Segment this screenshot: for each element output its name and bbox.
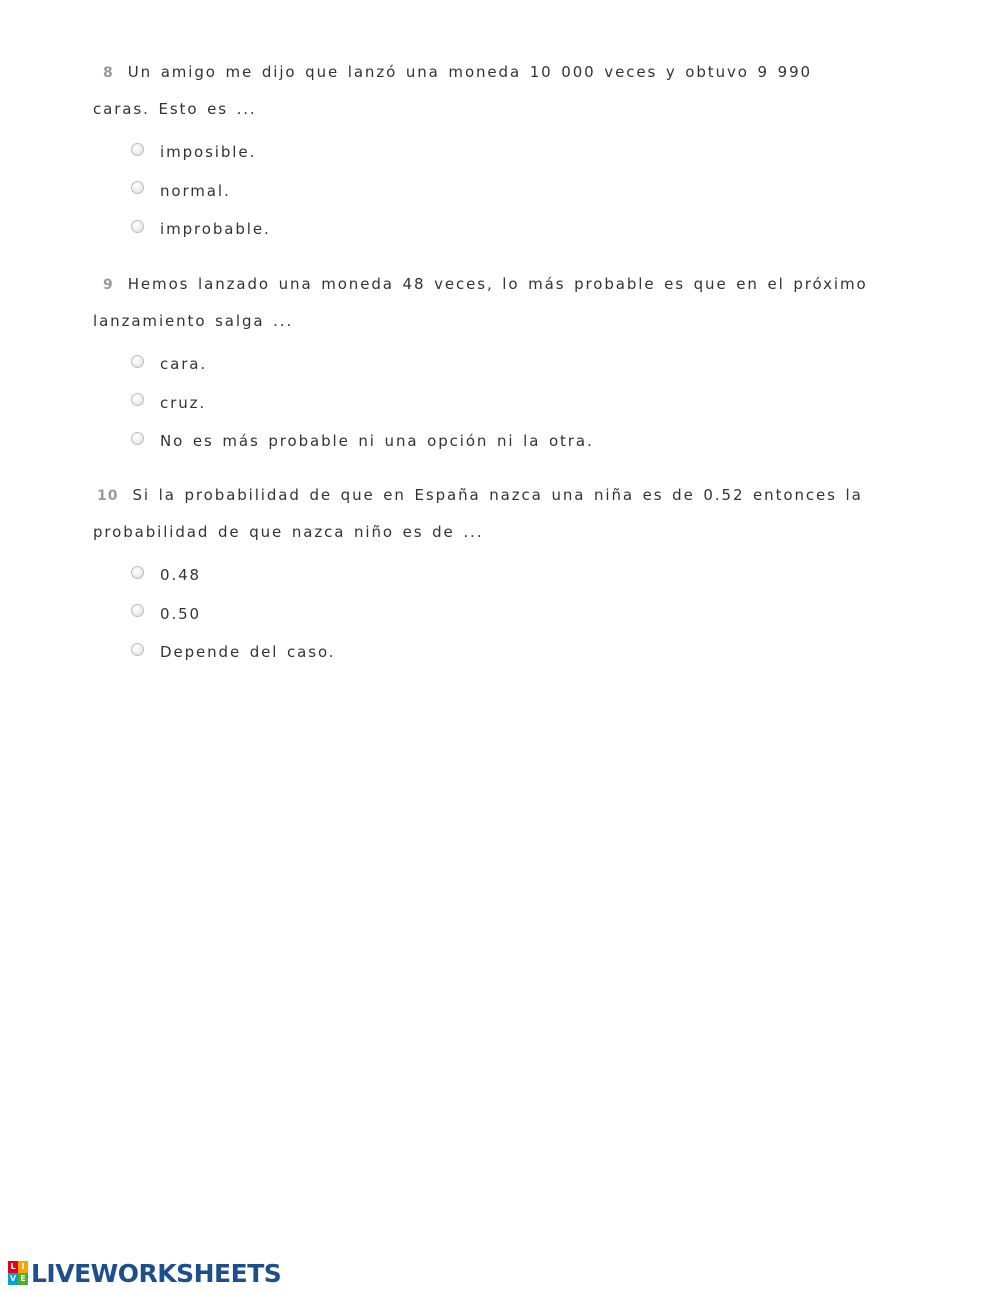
answer-option-label: 0.48: [160, 566, 201, 585]
radio-button-icon[interactable]: [131, 143, 144, 156]
logo-text: LIVEWORKSHEETS: [31, 1258, 282, 1288]
radio-button-icon[interactable]: [131, 643, 144, 656]
liveworksheets-badge-icon: [8, 1261, 28, 1285]
answer-option-label: Depende del caso.: [160, 643, 336, 662]
radio-button-icon[interactable]: [131, 355, 144, 368]
badge-letter: L: [8, 1261, 18, 1273]
answer-option[interactable]: [93, 345, 873, 384]
answer-option[interactable]: [93, 422, 873, 461]
answer-options: [93, 133, 873, 249]
radio-button-icon[interactable]: [131, 432, 144, 445]
question-prompt: Un amigo me dijo que lanzó una moneda 10 000 veces y obtuvo 9 990 caras. Esto es ...: [93, 63, 812, 118]
badge-letter: E: [18, 1273, 28, 1285]
answer-option-label: cruz.: [160, 393, 207, 412]
answer-option[interactable]: [93, 133, 873, 172]
answer-option[interactable]: [93, 633, 873, 672]
question-text: [93, 266, 873, 339]
radio-button-icon[interactable]: [131, 566, 144, 579]
answer-options: [93, 556, 873, 672]
badge-letter: V: [9, 1274, 17, 1283]
question-text: [93, 54, 873, 127]
radio-button-icon[interactable]: [131, 393, 144, 406]
answer-options: [93, 345, 873, 461]
answer-option[interactable]: [93, 384, 873, 423]
radio-button-icon[interactable]: [131, 220, 144, 233]
question-prompt: Si la probabilidad de que en España nazca una niña es de 0.52 entonces la probabilidad de que nazca niño es de ...: [93, 486, 863, 541]
answer-option-label: cara.: [160, 355, 208, 374]
answer-option[interactable]: [93, 556, 873, 595]
answer-option-label: normal.: [160, 181, 231, 200]
question-number: 10: [97, 488, 119, 504]
answer-option-label: improbable.: [160, 220, 271, 239]
radio-button-icon[interactable]: [131, 604, 144, 617]
question-prompt: Hemos lanzado una moneda 48 veces, lo más probable es que en el próximo lanzamiento salga ...: [93, 275, 868, 330]
question-10: [93, 477, 873, 672]
answer-option[interactable]: [93, 595, 873, 634]
question-9: [93, 266, 873, 461]
question-8: [93, 54, 873, 249]
answer-option[interactable]: [93, 210, 873, 249]
question-number: 8: [103, 65, 114, 81]
answer-option-label: 0.50: [160, 604, 201, 623]
answer-option-label: No es más probable ni una opción ni la otra.: [160, 432, 594, 451]
answer-option[interactable]: [93, 172, 873, 211]
liveworksheets-logo: [8, 1258, 281, 1288]
question-text: [93, 477, 873, 550]
answer-option-label: imposible.: [160, 143, 257, 162]
radio-button-icon[interactable]: [131, 181, 144, 194]
question-number: 9: [103, 277, 114, 293]
badge-letter: I: [18, 1261, 28, 1273]
